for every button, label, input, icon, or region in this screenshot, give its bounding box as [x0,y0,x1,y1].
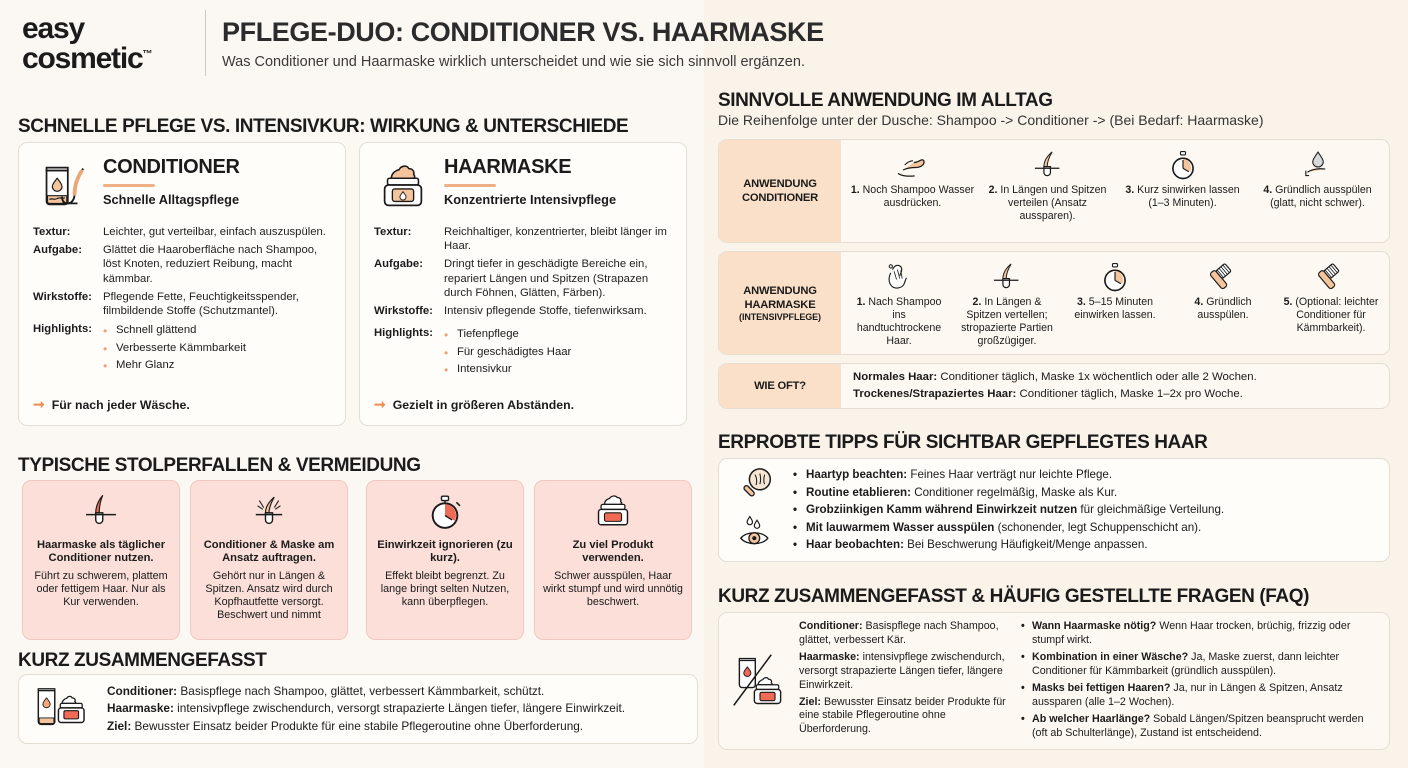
faq-summary [799,620,1013,742]
routine-step [953,258,1061,348]
step-text [849,184,976,210]
list-item [793,501,1377,519]
frequency-key: Trockenes/Strapaziertes Haar: [853,388,1017,400]
attribute-value: Intensiv pflegende Stoffe, tiefenwirksam. [444,305,647,318]
title-underline [444,184,496,187]
tip-text: Bei Beschwerung Häufigkeit/Menge anpassen. [903,538,1148,552]
frequency-value: Conditioner täglich, Maske 1–2x pro Woche. [1016,388,1243,400]
attribute-row [33,290,331,318]
list-item: • Tiefenpflege [444,326,571,344]
routine-step [845,146,980,210]
logo-line-2: cosmetic [22,42,143,75]
step-label: Gründlich ausspülen. [1197,296,1252,321]
pitfall-title: Conditioner & Maske am Ansatz auftragen. [203,539,335,565]
summary-line [107,700,625,717]
faq-question: Masks bei fettigen Haaren? [1032,682,1171,695]
faq-answer: Ja, nur in Längen & Spitzen, Ansatz aussparen (alle 1–2 Wochen). [1032,682,1343,708]
summary-label: Ziel: [107,718,132,733]
attribute-value: Pflegende Fette, Feuchtigkeitsspender, filmbildende Stoffe (Schutzmantel). [103,290,299,318]
haarmaske-card [359,142,687,426]
step-label: 5–15 Minuten einwirken lassen. [1074,296,1156,321]
frequency-line [853,386,1377,403]
list-item [793,466,1377,484]
attribute-row [374,304,672,318]
label-line: CONDITIONER [741,192,819,204]
step-number: 2. [972,296,982,308]
pitfall-desc: Führt zu schwerem, plattem oder fettigem Haar. Nur als Kur verwenden. [34,569,168,609]
tip-bold: Mit lauwarmem Wasser ausspülen [806,520,995,534]
pitfall-card [534,480,692,640]
tip-text: Conditioner regelmäßig, Maske als Kur. [911,485,1118,499]
faq-answer: Wenn Haar trocken, brüchig, frizzig oder stumpf wirkt. [1032,620,1351,646]
faq-summary-label: Haarmaske: [799,650,860,663]
routine-section-subtitle: Die Reihenfolge unter der Dusche: Shampoo -> Conditioner -> (Bei Bedarf: Haarmaske) [718,112,1264,128]
step-number: 2. [988,184,998,196]
comb-icon [1173,258,1273,296]
faq-question: Ab welcher Haarlänge? [1032,713,1151,726]
pitfall-title: Zu viel Produkt verwenden. [572,539,654,565]
faq-item [1021,620,1379,647]
compare-section-title: SCHNELLE PFLEGE VS. INTENSIVKUR: WIRKUNG & UNTERSCHIEDE [18,116,629,137]
step-number: 3. [1077,296,1086,308]
tip-bold: Haartyp beachten: [806,467,908,481]
attribute-key: Wirkstoffe: [33,290,92,303]
eye-drop-icon [737,513,777,554]
step-label: Noch Shampoo Wasser ausdrücken. [859,184,975,209]
attribute-row [33,243,331,286]
step-label: In Längen & Spitzen vertellen; stropazierte Partien großzügiger. [961,296,1053,347]
step-number: 4. [1194,296,1204,308]
faq-questions [1021,620,1379,742]
list-item: • Verbesserte Kämmbarkeit [103,340,246,358]
list-item [793,536,1377,554]
routine-row-label [719,252,841,354]
attribute-value: Dringt tiefer in geschädigte Bereiche ein, repariert Längen und Spitzen (Strapazen durch Föhnen, Glätten, Färben). [444,258,649,299]
summary-text: intensivpflege zwischendurch, versorgt strapazierte Längen tiefer, längere Einwirkzeit. [173,701,626,716]
frequency-key: Normales Haar: [853,371,938,384]
faq-card [718,612,1390,750]
step-text [1173,296,1273,322]
routine-step [1115,146,1250,210]
tip-bold: Haar beobachten: [806,538,904,552]
attribute-key: Aufgabe: [374,258,423,271]
routine-step [1169,258,1277,322]
step-text [984,184,1111,223]
title-underline [103,184,155,187]
pitfall-title: Einwirkzeit ignorieren (zu kurz). [377,539,513,565]
list-item: • Mehr Glanz [103,357,246,375]
summary-text: Bewusster Einsatz beider Produkte für eine stabile Pflegeroutine ohne Überforderung. [131,718,584,733]
tips-card [718,458,1390,562]
faq-summary-line [799,651,1013,693]
attribute-key: Wirkstoffe: [374,305,433,318]
arrow-right-icon: ➞ [33,396,45,412]
pitfall-card [22,480,180,640]
stopwatch-icon [1119,146,1246,184]
header-divider [205,10,206,76]
hand-squeeze-icon [849,146,976,184]
step-label: (Optional: leichter Conditioner für Kämmbarkeit). [1292,296,1379,334]
label-line: WIE OFT? [754,380,806,392]
frequency-label [719,364,841,408]
conditioner-tube-icon [33,157,91,215]
routine-step [980,146,1115,223]
faq-answer: Sobald Längen/Spitzen beansprucht werden (oft ab Schulterlänge), Zustand ist entscheidend. [1032,713,1364,740]
arrow-right-icon: ➞ [374,396,386,412]
routine-section-title: SINNVOLLE ANWENDUNG IM ALLTAG [718,90,1053,111]
tips-list [793,466,1377,554]
attribute-value: Glättet die Haaroberfläche nach Shampoo, löst Knoten, reduziert Reibung, macht kämmbar. [103,244,318,285]
step-text [1281,296,1381,335]
step-label: In Längen und Spitzen verteilen (Ansatz aussparen). [997,184,1107,222]
brand-logo [22,14,212,74]
comb-icon [1281,258,1381,296]
faq-summary-line [799,696,1013,738]
faq-question: Wann Haarmaske nötig? [1032,620,1157,632]
stopwatch-icon [1065,258,1165,296]
faq-summary-label: Conditioner: [799,620,863,632]
step-label: Kurz sinwirken lassen (1–3 Minuten). [1134,184,1240,209]
faq-summary-text: Basispflege nach Shampoo, glättet, verbessert Kär. [799,620,999,646]
pitfall-desc: Gehört nur in Längen & Spitzen. Ansatz wird durch Kopfhautfette versorgt. Beschwert und nimmt [205,569,333,622]
step-number: 1. [856,296,866,308]
faq-answer: Ja, Maske zuerst, dann leichter Conditioner für Kämmbarkeit (gründlich ausspülen). [1032,651,1340,677]
attribute-key: Textur: [374,226,412,238]
stopwatch-icon [374,489,516,535]
list-item: • Intensivkur [444,361,571,379]
highlights-row [33,322,331,375]
faq-summary-text: intensivpflege zwischendurch, versorgt strapazierte Längen tiefer, längere Einwirkzeit. [799,650,1005,691]
step-text [1119,184,1246,210]
tube-jar-divided-icon [729,620,791,742]
frequency-value: Conditioner täglich, Maske 1x wöchentlich oder alle 2 Wochen. [937,371,1257,384]
tips-icons [731,466,783,554]
attribute-value: Leichter, gut verteilbar, einfach auszuspülen. [103,226,326,238]
pitfall-desc: Effekt bleibt begrenzt. Zu lange bringt selten Nutzen, kann überpflegen. [380,569,510,609]
tip-bold: Grobziinkigen Kamm während Einwirkzeit nutzen [806,503,1078,517]
summary-line [107,683,625,700]
routine-row-haarmaske [718,251,1390,355]
highlights-list [444,326,571,379]
summary-line [107,718,625,735]
highlights-row [374,326,672,379]
tube-and-jar-icon [31,683,95,736]
list-item: • Für geschädigtes Haar [444,344,571,362]
frequency-line [853,369,1377,386]
product-jar-icon [542,489,684,535]
highlights-key: Highlights: [33,323,92,336]
summary-card [18,674,698,744]
step-label: Nach Shampoo ins handtuchtrockene Haar. [856,296,942,347]
faq-summary-text: Bewusster Einsatz beider Produkte für eine stabile Pflegeroutine ohne Überforderung. [799,695,1006,736]
tip-bold: Routine etablieren: [806,485,912,499]
attribute-row [374,257,672,300]
routine-step [1061,258,1169,322]
label-sub: (INTENSIVPFLEGE) [739,312,821,322]
step-number: 5. [1283,296,1293,308]
label-line: ANWENDUNG [743,285,817,297]
conditioner-card-subtitle: Schnelle Alltagspflege [103,192,240,207]
haarmaske-card-subtitle: Konzentrierte Intensivpflege [444,192,617,207]
conditioner-card-title: CONDITIONER [103,156,240,178]
tip-text: (schonender, legt Schuppenschicht an). [994,520,1202,534]
footer-text: Für nach jeder Wäsche. [51,397,190,412]
summary-section-title: KURZ ZUSAMMENGEFASST [18,650,267,671]
label-line: ANWENDUNG [743,178,817,190]
faq-section-title: KURZ ZUSAMMENGEFASST & HÄUFIG GESTELLTE FRAGEN (FAQ) [718,586,1310,607]
routine-step [1250,146,1385,210]
list-item: • Schnell glättend [103,322,246,340]
tip-text: für gleichmäßige Verteilung. [1077,503,1225,517]
summary-label: Haarmaske: [107,701,174,716]
hair-strand-icon [984,146,1111,184]
step-number: 4. [1263,184,1273,196]
haarmaske-card-footer [374,396,574,413]
faq-summary-label: Ziel: [799,695,821,708]
routine-step [845,258,953,348]
attribute-key: Textur: [33,226,71,238]
hair-mask-jar-icon [374,157,432,215]
step-text [1254,184,1381,210]
magnifier-hair-icon [738,466,776,511]
hair-follicle-red-icon [30,489,172,535]
list-item [793,484,1377,502]
pitfall-desc: Schwer ausspülen, Haar wirkt stumpf und wird unnötig beschwert. [543,569,683,609]
conditioner-attributes [19,215,345,375]
conditioner-card-footer [33,396,190,413]
hair-root-scalp-icon [198,489,340,535]
step-number: 1. [850,184,860,196]
page-subtitle: Was Conditioner und Haarmaske wirklich unterscheidet und wie sie sich sinnvoll ergänzen. [222,54,805,70]
footer-text: Gezielt in größeren Abständen. [392,397,575,412]
hand-towel-icon [849,258,949,296]
faq-item [1021,713,1379,740]
label-line: HAARMASKE [744,299,816,311]
faq-item [1021,651,1379,678]
step-text [849,296,949,348]
routine-frequency-row [718,363,1390,409]
attribute-value: Reichhaltiger, konzentrierter, bleibt länger im Haar. [444,226,667,253]
pitfall-card [366,480,524,640]
tip-text: Feines Haar verträgt nur leichte Pflege. [907,467,1113,481]
attribute-key: Aufgabe: [33,244,82,257]
pitfall-card [190,480,348,640]
list-item [793,519,1377,537]
page-title: PFLEGE-DUO: CONDITIONER VS. HAARMASKE [222,17,824,47]
faq-summary-line [799,620,1013,648]
summary-text: Basispflege nach Shampoo, glättet, verbessert Kämmbarkeit, schützt. [177,683,545,698]
logo-line-1: easy [22,12,84,45]
faq-item [1021,682,1379,709]
routine-row-conditioner [718,139,1390,243]
conditioner-card [18,142,346,426]
step-number: 3. [1125,184,1135,196]
step-label: Gründlich ausspülen (glatt, nicht schwer). [1270,184,1372,209]
haarmaske-attributes [360,215,686,379]
step-text [957,296,1057,348]
step-text [1065,296,1165,322]
page-header [0,0,1408,86]
routine-step [1277,258,1385,335]
tips-section-title: ERPROBTE TIPPS FÜR SICHTBAR GEPFLEGTES HAAR [718,432,1208,453]
hair-strand-icon [957,258,1057,296]
pitfall-title: Haarmaske als täglicher Conditioner nutzen. [36,539,166,565]
summary-lines [107,683,625,735]
water-drop-hand-icon [1254,146,1381,184]
pitfalls-section-title: TYPISCHE STOLPERFALLEN & VERMEIDUNG [18,455,421,476]
attribute-row [374,225,672,253]
highlights-key: Highlights: [374,327,433,340]
attribute-row [33,225,331,239]
haarmaske-card-title: HAARMASKE [444,156,572,178]
faq-question: Kombination in einer Wäsche? [1032,651,1189,664]
routine-row-label [719,140,841,242]
highlights-list [103,322,246,375]
summary-label: Conditioner: [107,683,178,698]
logo-trademark: ™ [142,49,152,60]
